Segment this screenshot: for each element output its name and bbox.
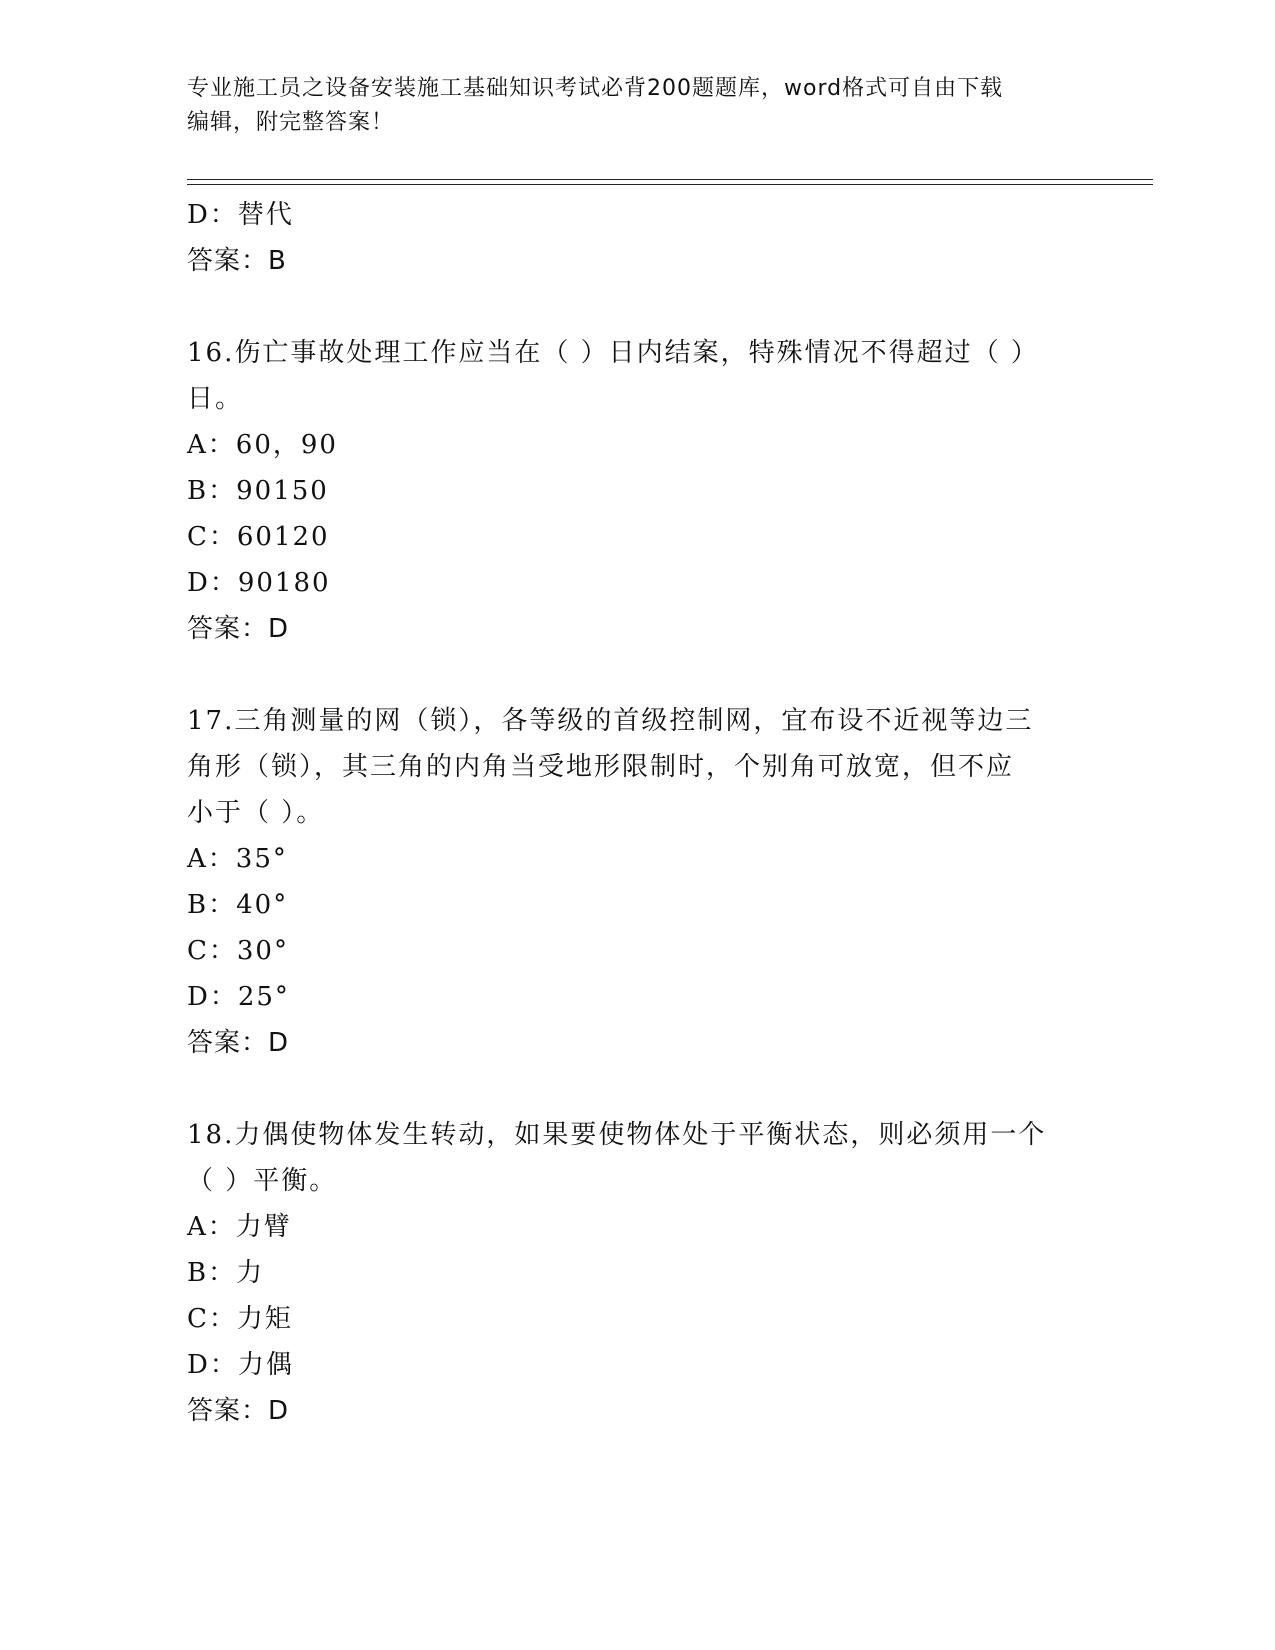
prev-question [187,192,1087,284]
question-17 [187,698,1087,1066]
option-b: B：40° [187,890,289,920]
header-line-2: 编辑，附完整答案！ [187,110,395,135]
option-d: D：90180 [187,568,331,598]
header-rule-bottom [187,184,1153,185]
option-a: A：60，90 [187,430,338,460]
document-header [187,72,1087,140]
question-text-line: 17.三角测量的网（锁），各等级的首级控制网，宜布设不近视等边三 [187,706,1034,736]
question-text-line: 日。 [187,384,244,414]
option-b: B：90150 [187,476,329,506]
header-rule-top [187,179,1153,180]
option-d: D：25° [187,982,290,1012]
answer: 答案：D [187,1396,290,1426]
question-text-line: （ ）平衡。 [187,1166,338,1196]
option-c: C：30° [187,936,289,966]
answer: 答案：D [187,614,290,644]
option-d: D：替代 [187,200,294,230]
option-b: B：力 [187,1258,265,1288]
question-text-line: 小于（ ）。 [187,798,325,828]
answer: 答案：D [187,1028,290,1058]
option-c: C：力矩 [187,1304,293,1334]
question-text-line: 18.力偶使物体发生转动，如果要使物体处于平衡状态，则必须用一个 [187,1120,1047,1150]
header-line-1: 专业施工员之设备安装施工基础知识考试必背200题题库，word格式可自由下载 [187,76,1004,101]
question-text-line: 角形（锁），其三角的内角当受地形限制时，个别角可放宽，但不应 [187,752,1015,782]
option-c: C：60120 [187,522,330,552]
option-d: D：力偶 [187,1350,294,1380]
question-18 [187,1112,1087,1434]
answer: 答案：B [187,246,287,276]
document-body [187,192,1087,1434]
question-16 [187,330,1087,652]
option-a: A：35° [187,844,288,874]
question-text-line: 16.伤亡事故处理工作应当在（ ）日内结案，特殊情况不得超过（ ） [187,338,1039,368]
option-a: A：力臂 [187,1212,292,1242]
